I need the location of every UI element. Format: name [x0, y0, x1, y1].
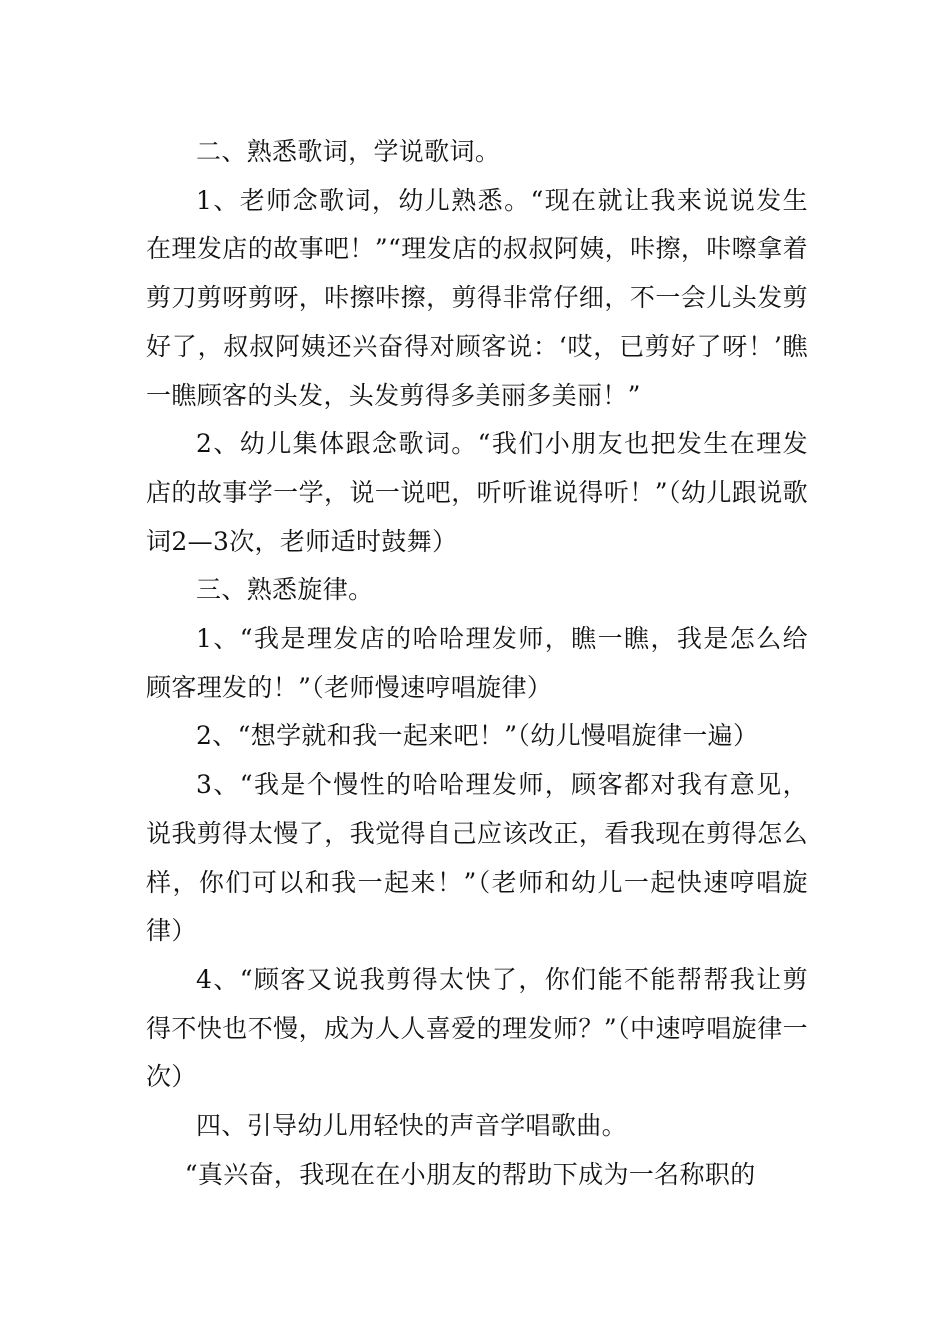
- document-body: [146, 128, 808, 1199]
- paragraph-melody-4: 4、“顾客又说我剪得太快了，你们能不能帮帮我让剪得不快也不慢，成为人人喜爱的理发师？”（中速哼唱旋律一次）: [146, 964, 808, 1092]
- paragraph-melody-2: 2、“想学就和我一起来吧！”（幼儿慢唱旋律一遍）: [196, 721, 759, 751]
- paragraph-closing-quote: “真兴奋，我现在在小朋友的帮助下成为一名称职的: [184, 1159, 756, 1189]
- section-heading-3: 三、熟悉旋律。: [196, 575, 374, 605]
- paragraph-step-1: 1、老师念歌词，幼儿熟悉。“现在就让我来说说发生在理发店的故事吧！”“理发店的叔叔阿姨，咔擦，咔嚓拿着剪刀剪呀剪呀，咔擦咔擦，剪得非常仔细，不一会儿头发剪好了，叔叔阿姨还兴奋得对顾客说：‘哎，已剪好了呀！’瞧一瞧顾客的头发，头发剪得多美丽多美丽！”: [146, 185, 808, 410]
- paragraph-melody-1: 1、“我是理发店的哈哈理发师，瞧一瞧，我是怎么给顾客理发的！”（老师慢速哼唱旋律）: [146, 624, 808, 702]
- section-heading-2: 二、熟悉歌词，学说歌词。: [196, 137, 501, 166]
- section-heading-4: 四、引导幼儿用轻快的声音学唱歌曲。: [196, 1111, 627, 1141]
- paragraph-melody-3: 3、“我是个慢性的哈哈理发师，顾客都对我有意见，说我剪得太慢了，我觉得自己应该改正，看我现在剪得怎么样，你们可以和我一起来！”（老师和幼儿一起快速哼唱旋律）: [146, 770, 808, 946]
- paragraph-step-2: 2、幼儿集体跟念歌词。“我们小朋友也把发生在理发店的故事学一学，说一说吧，听听谁说得听！”（幼儿跟说歌词2—3次，老师适时鼓舞）: [146, 429, 808, 556]
